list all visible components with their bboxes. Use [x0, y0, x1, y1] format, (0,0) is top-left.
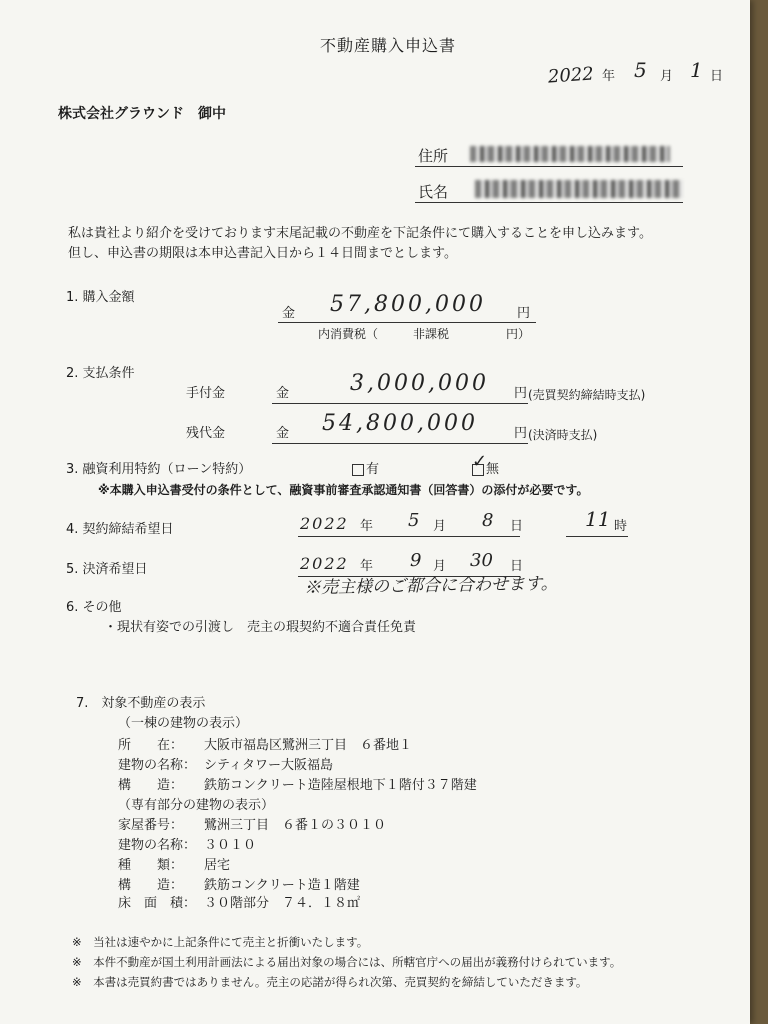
settlement-month: 9 [410, 550, 422, 571]
house-number-label: 家屋番号： [118, 818, 184, 833]
type-label: 種 類： [118, 858, 184, 873]
unit-structure-value: 鉄筋コンクリート造１階建 [204, 878, 360, 893]
intro-line-1: 私は貴社より紹介を受けております末尾記載の不動産を下記条件にて購入することを申し込みます。 [68, 226, 652, 241]
contract-month-unit: 月 [433, 519, 447, 534]
contract-hour-unit: 時 [614, 519, 628, 534]
settlement-year-unit: 年 [360, 559, 374, 574]
address-label: 住所 [418, 147, 449, 165]
price-heading: 1. 購入金額 [66, 290, 135, 305]
footnote-3: ※ 本書は売買約書ではありません。売主の応諾が得られ次第、売買契約を締結していただきます。 [72, 975, 588, 989]
date-month: 5 [634, 58, 647, 82]
name-label: 氏名 [418, 183, 449, 201]
floor-area-value: ３０階部分 ７４．１８㎡ [204, 896, 361, 911]
date-month-unit: 月 [660, 69, 674, 84]
structure-label: 構 造： [118, 778, 184, 793]
unit-name-value: ３０１０ [204, 838, 257, 853]
payment-heading: 2. 支払条件 [66, 366, 135, 381]
price-suffix: 円 [517, 306, 531, 321]
structure-value: 鉄筋コンクリート造陸屋根地下１階付３７階建 [204, 778, 477, 793]
date-year: 2022 [547, 63, 595, 88]
building-name-value: シティタワー大阪福島 [204, 758, 333, 773]
contract-day: 8 [482, 510, 494, 531]
deposit-suffix: 円 [514, 386, 528, 401]
balance-note: (決済時支払) [528, 428, 598, 442]
settlement-day: 30 [470, 550, 493, 571]
price-underline [278, 322, 536, 323]
tax-note-right: 円） [506, 327, 531, 341]
tax-note-left: 内消費税（ [318, 327, 379, 341]
deposit-amount: 3,000,000 [350, 371, 489, 396]
loan-yes-label: 有 [366, 462, 380, 477]
floor-area-label: 床 面 積： [118, 896, 197, 911]
name-underline [415, 202, 683, 203]
contract-hour: 11 [585, 507, 611, 531]
contract-month: 5 [408, 510, 420, 531]
balance-label: 残代金 [186, 426, 226, 441]
unit-structure-label: 構 造： [118, 878, 184, 893]
contract-day-unit: 日 [510, 519, 524, 534]
address-redacted [470, 146, 670, 162]
contract-hour-underline [566, 536, 628, 537]
settlement-month-unit: 月 [433, 559, 447, 574]
deposit-label: 手付金 [186, 386, 226, 401]
checkmark-icon: ✓ [472, 451, 488, 472]
type-value: 居宅 [204, 858, 231, 873]
settlement-year: 2022 [300, 554, 349, 573]
house-number-value: 鷺洲三丁目 ６番１の３０１０ [204, 818, 387, 833]
document-title: 不動産購入申込書 [320, 36, 457, 55]
loan-note: ※本購入申込書受付の条件として、融資事前審査承認通知書（回答書）の添付が必要です。 [98, 483, 589, 497]
footnote-2: ※ 本件不動産が国土利用計画法による届出対象の場合には、所轄官庁への届出が義務付けられています。 [72, 955, 622, 969]
contract-year-unit: 年 [360, 519, 374, 534]
other-heading: 6. その他 [66, 600, 122, 615]
deposit-prefix: 金 [276, 386, 290, 401]
date-day: 1 [690, 58, 703, 82]
building-name-label: 建物の名称： [118, 758, 197, 773]
balance-prefix: 金 [276, 426, 290, 441]
loan-heading: 3. 融資利用特約（ローン特約） [66, 462, 252, 477]
contract-date-underline [298, 536, 520, 537]
contract-year: 2022 [300, 514, 349, 533]
property-heading: 7. 対象不動産の表示 [76, 696, 206, 711]
building-heading: （一棟の建物の表示） [118, 716, 249, 731]
addressee: 株式会社グラウンド 御中 [58, 106, 226, 122]
date-year-unit: 年 [602, 69, 616, 84]
name-redacted [475, 180, 683, 198]
location-value: 大阪市福島区鷺洲三丁目 ６番地１ [204, 738, 413, 753]
balance-amount: 54,800,000 [322, 411, 478, 436]
settlement-day-unit: 日 [510, 559, 524, 574]
deposit-underline [272, 403, 528, 404]
balance-underline [272, 443, 528, 444]
loan-yes-checkbox[interactable] [352, 464, 364, 476]
footnote-1: ※ 当社は速やかに上記条件にて売主と折衝いたします。 [72, 935, 369, 949]
settlement-handwritten-note: ※売主様のご都合に合わせます。 [303, 573, 558, 599]
unit-heading: （専有部分の建物の表示） [118, 798, 275, 813]
other-item: ・現状有姿での引渡し 売主の瑕契約不適合責任免責 [104, 620, 417, 635]
location-label: 所 在： [118, 738, 184, 753]
balance-suffix: 円 [514, 426, 528, 441]
unit-name-label: 建物の名称： [118, 838, 197, 853]
settlement-date-heading: 5. 決済希望日 [66, 562, 148, 577]
deposit-note: (売買契約締結時支払) [528, 388, 646, 402]
loan-no-label: 無 [486, 462, 500, 477]
tax-note-mid: 非課税 [413, 327, 450, 341]
price-prefix: 金 [282, 306, 296, 321]
contract-date-heading: 4. 契約締結希望日 [66, 522, 174, 537]
address-underline [415, 166, 683, 167]
intro-line-2: 但し、申込書の期限は本申込書記入日から１４日間までとします。 [68, 246, 457, 261]
date-day-unit: 日 [710, 69, 724, 84]
price-amount: 57,800,000 [330, 292, 486, 317]
